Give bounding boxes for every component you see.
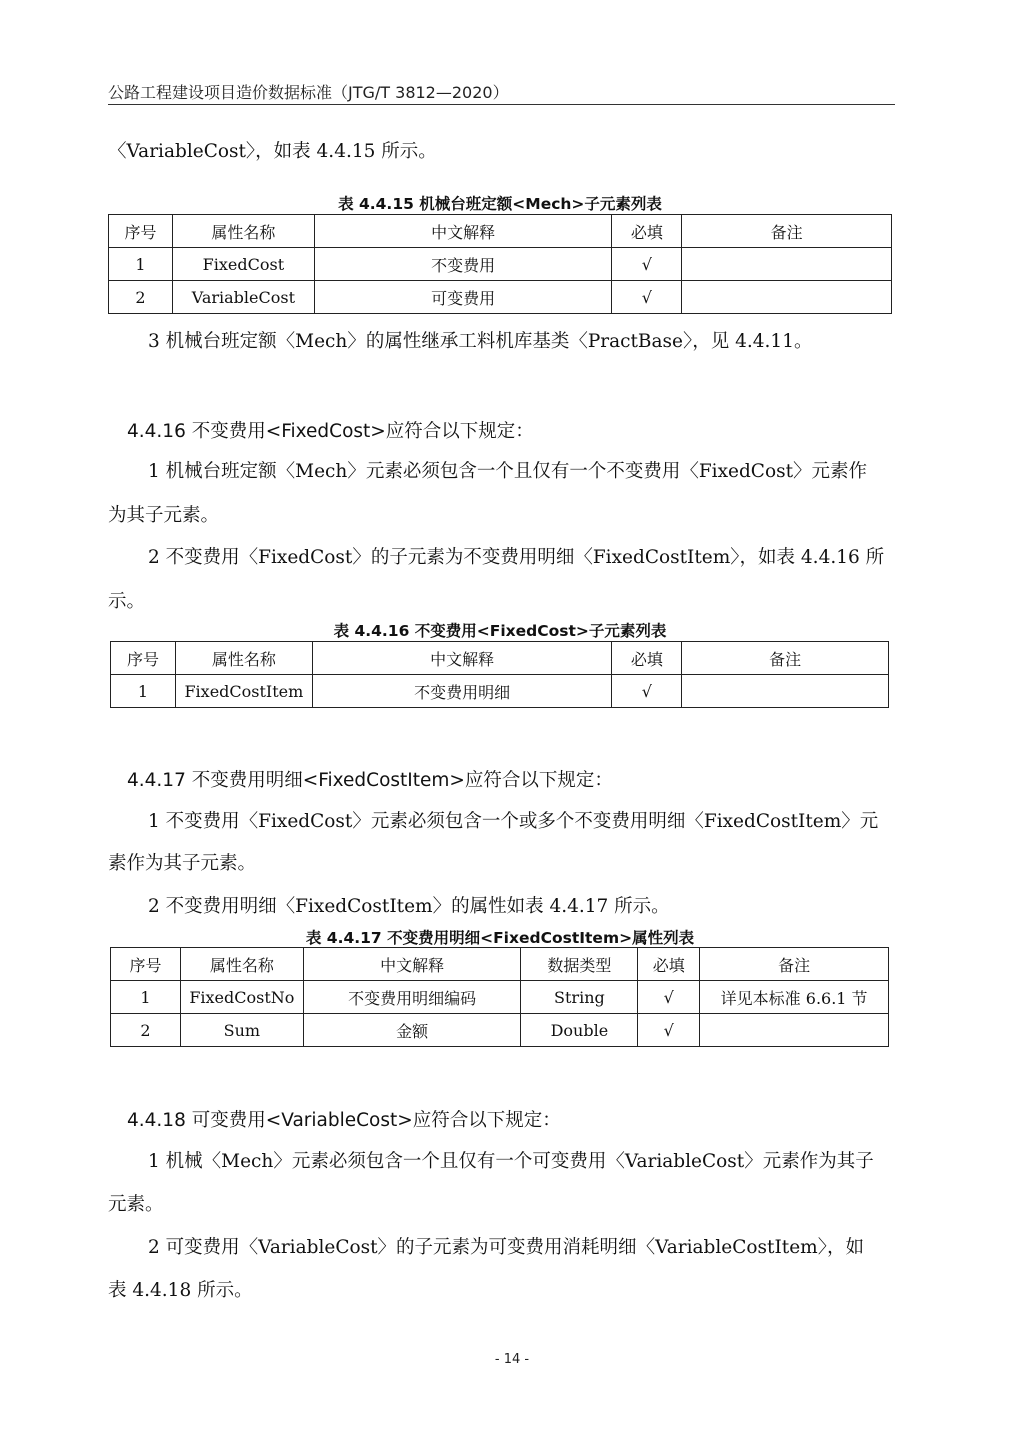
table-cell: String	[521, 981, 638, 1014]
table-cell: √	[612, 248, 682, 281]
paragraph: 1 机械〈Mech〉元素必须包含一个且仅有一个可变费用〈VariableCost〉元素作为其子	[148, 1151, 874, 1172]
table-header-cell: 中文解释	[314, 215, 612, 248]
table-header-cell: 数据类型	[521, 948, 638, 981]
table-cell: 可变费用	[314, 281, 612, 314]
table-cell: 不变费用明细	[312, 675, 612, 708]
table-cell	[682, 248, 892, 281]
paragraph: 为其子元素。	[108, 505, 220, 526]
table-cell: FixedCost	[172, 248, 314, 281]
table-row	[111, 675, 889, 708]
page-number: - 14 -	[494, 1352, 530, 1367]
table-row	[109, 281, 892, 314]
table-4-4-17	[110, 947, 889, 1047]
paragraph: 〈VariableCost〉，如表 4.4.15 所示。	[108, 141, 437, 162]
table-cell: 2	[111, 1014, 181, 1047]
table-4-4-15	[108, 214, 892, 314]
table-header-cell: 中文解释	[312, 642, 612, 675]
table-header-cell: 属性名称	[172, 215, 314, 248]
table-header-cell: 中文解释	[303, 948, 521, 981]
table-header-row	[109, 215, 892, 248]
table-header-cell: 备注	[700, 948, 889, 981]
table-cell: √	[612, 281, 682, 314]
table-row	[111, 981, 889, 1014]
paragraph: 1 机械台班定额〈Mech〉元素必须包含一个且仅有一个不变费用〈FixedCost〉元素作	[148, 461, 868, 482]
table-cell: √	[638, 1014, 700, 1047]
table-header-cell: 序号	[111, 948, 181, 981]
table-cell: 1	[109, 248, 173, 281]
running-header: 公路工程建设项目造价数据标准（JTG/T 3812—2020）	[108, 83, 509, 102]
header-divider	[108, 104, 895, 105]
table-caption: 表 4.4.17 不变费用明细<FixedCostItem>属性列表	[305, 929, 695, 947]
table-cell	[700, 1014, 889, 1047]
table-header-cell: 必填	[638, 948, 700, 981]
table-cell: 2	[109, 281, 173, 314]
paragraph: 元素。	[108, 1194, 164, 1215]
table-header-cell: 属性名称	[180, 948, 303, 981]
table-cell	[682, 281, 892, 314]
paragraph: 2 可变费用〈VariableCost〉的子元素为可变费用消耗明细〈VariableCostItem〉，如	[148, 1237, 864, 1258]
section-heading: 4.4.17 不变费用明细<FixedCostItem>应符合以下规定：	[127, 770, 613, 791]
table-row	[111, 1014, 889, 1047]
paragraph: 素作为其子元素。	[108, 853, 257, 874]
table-cell: 详见本标准 6.6.1 节	[700, 981, 889, 1014]
paragraph: 示。	[108, 591, 146, 612]
table-cell: √	[612, 675, 682, 708]
table-header-cell: 属性名称	[175, 642, 312, 675]
table-cell: 不变费用	[314, 248, 612, 281]
table-header-cell: 必填	[612, 215, 682, 248]
section-heading: 4.4.16 不变费用<FixedCost>应符合以下规定：	[127, 421, 534, 442]
table-cell: VariableCost	[172, 281, 314, 314]
table-cell: Double	[521, 1014, 638, 1047]
table-header-row	[111, 642, 889, 675]
paragraph: 3 机械台班定额〈Mech〉的属性继承工料机库基类〈PractBase〉，见 4.4.11。	[148, 331, 813, 352]
table-header-cell: 必填	[612, 642, 682, 675]
section-heading: 4.4.18 可变费用<VariableCost>应符合以下规定：	[127, 1110, 561, 1131]
table-header-cell: 备注	[682, 215, 892, 248]
paragraph: 2 不变费用〈FixedCost〉的子元素为不变费用明细〈FixedCostItem〉，如表 4.4.16 所	[148, 547, 885, 568]
table-row	[109, 248, 892, 281]
table-caption: 表 4.4.16 不变费用<FixedCost>子元素列表	[333, 622, 667, 640]
table-cell: 不变费用明细编码	[303, 981, 521, 1014]
table-cell: 金额	[303, 1014, 521, 1047]
table-header-cell: 序号	[109, 215, 173, 248]
paragraph: 表 4.4.18 所示。	[108, 1280, 253, 1301]
table-cell: Sum	[180, 1014, 303, 1047]
table-cell	[682, 675, 889, 708]
paragraph: 1 不变费用〈FixedCost〉元素必须包含一个或多个不变费用明细〈FixedCostItem〉元	[148, 811, 879, 832]
table-header-row	[111, 948, 889, 981]
table-cell: FixedCostItem	[175, 675, 312, 708]
table-caption: 表 4.4.15 机械台班定额<Mech>子元素列表	[338, 195, 662, 213]
table-cell: 1	[111, 981, 181, 1014]
paragraph: 2 不变费用明细〈FixedCostItem〉的属性如表 4.4.17 所示。	[148, 896, 670, 917]
table-cell: 1	[111, 675, 176, 708]
table-cell: FixedCostNo	[180, 981, 303, 1014]
table-4-4-16	[110, 641, 889, 708]
table-header-cell: 序号	[111, 642, 176, 675]
table-cell: √	[638, 981, 700, 1014]
table-header-cell: 备注	[682, 642, 889, 675]
